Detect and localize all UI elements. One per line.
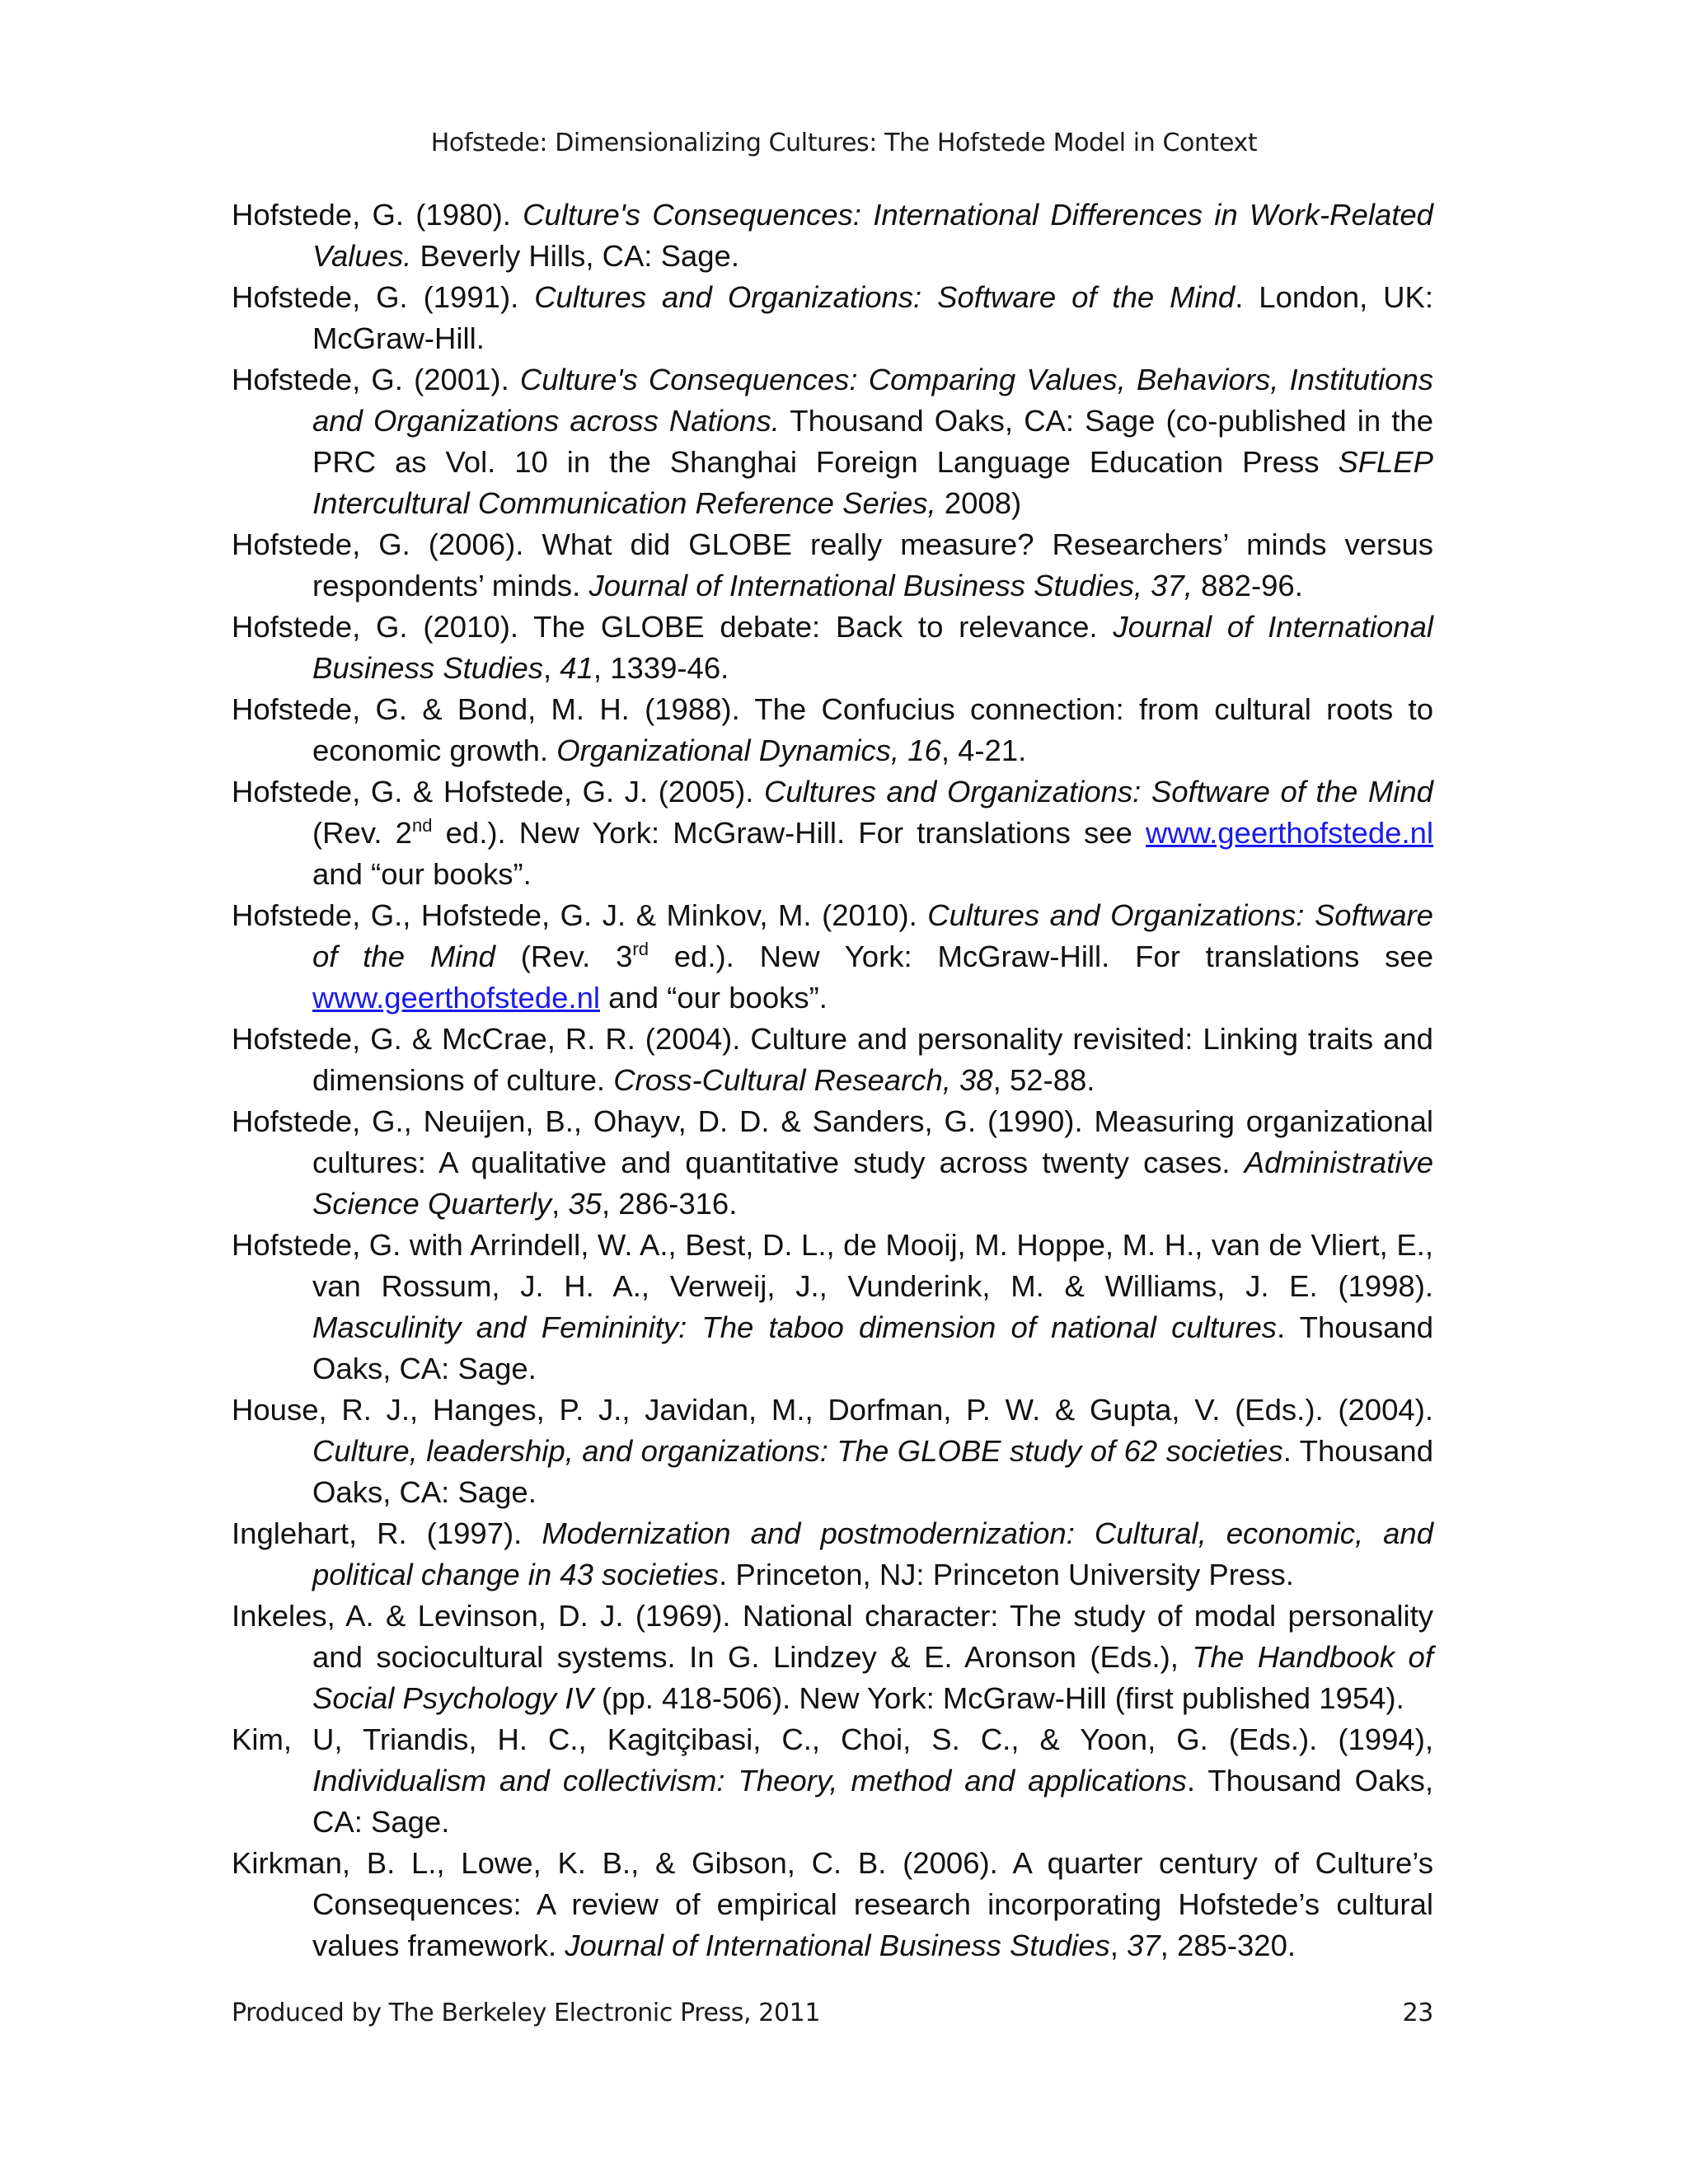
ref-title: Cultures and Organizations: Software of the Mind: [534, 280, 1236, 314]
ref-text: Hofstede, G. & McCrae, R. R. (2004). Culture and personality revisited: Linking traits and dimensions of culture.: [232, 1022, 1433, 1097]
ref-text: . Thousand Oaks, CA: Sage.: [312, 1434, 1433, 1509]
ref-title: Cultures and Organizations: Software of the Mind: [312, 898, 1433, 973]
reference-entry: [232, 277, 1433, 359]
page-number: 23: [1402, 1999, 1433, 2027]
ref-text: (Rev. 3: [495, 940, 633, 973]
geerthofstede-link[interactable]: www.geerthofstede.nl: [1146, 816, 1433, 850]
ref-text: Hofstede, G. (2001).: [232, 363, 520, 396]
ref-title: Culture's Consequences: International Differences in Work-Related Values.: [312, 198, 1433, 273]
ref-volume: 41: [560, 651, 593, 685]
geerthofstede-link[interactable]: www.geerthofstede.nl: [312, 981, 600, 1015]
reference-entry: [232, 771, 1433, 895]
reference-entry: [232, 1101, 1433, 1225]
reference-entry: [232, 895, 1433, 1019]
ref-text: ,: [1109, 1929, 1128, 1962]
ref-text: 882-96.: [1192, 569, 1303, 602]
reference-entry: [232, 1719, 1433, 1843]
ref-text: , 1339-46.: [593, 651, 729, 685]
ref-text: . Thousand Oaks, CA: Sage.: [312, 1310, 1434, 1385]
ref-text: Kim, U, Triandis, H. C., Kagitçibasi, C., Choi, S. C., & Yoon, G. (Eds.). (1994),: [232, 1722, 1433, 1756]
ref-text: Inkeles, A. & Levinson, D. J. (1969). National character: The study of modal personality and sociocultural systems. In G. Lindzey & E. Aronson (Eds.),: [232, 1599, 1433, 1674]
reference-entry: [232, 1019, 1433, 1101]
ref-title: Individualism and collectivism: Theory, method and applications: [312, 1764, 1187, 1797]
ref-text: (Rev. 2: [312, 816, 412, 850]
ordinal-suffix: rd: [632, 939, 649, 959]
ref-series: SFLEP Intercultural Communication Reference Series,: [312, 445, 1433, 520]
ref-journal: Administrative Science Quarterly: [312, 1146, 1433, 1221]
ref-title: Culture, leadership, and organizations: The GLOBE study of 62 societies: [312, 1434, 1283, 1468]
running-header: Hofstede: Dimensionalizing Cultures: The Hofstede Model in Context: [430, 129, 1258, 157]
ref-volume: 37: [1127, 1929, 1160, 1962]
page-footer: [232, 1999, 1433, 2032]
ref-text: . London, UK: McGraw-Hill.: [312, 280, 1433, 355]
ref-journal: Journal of International Business Studies: [565, 1929, 1110, 1962]
ref-text: Thousand Oaks, CA: Sage (co-published in the PRC as Vol. 10 in the Shanghai Foreign Language Education Press: [312, 404, 1433, 479]
ref-text: (pp. 418-506). New York: McGraw-Hill (first published 1954).: [593, 1681, 1404, 1715]
ref-text: ,: [551, 1187, 569, 1221]
reference-entry: [232, 194, 1433, 277]
reference-entry: [232, 1513, 1433, 1596]
ref-title: Culture's Consequences: Comparing Values, Behaviors, Institutions and Organizations across Nations.: [312, 363, 1433, 438]
ref-journal: Cross-Cultural Research, 38: [613, 1063, 993, 1097]
ref-text: 2008): [935, 486, 1022, 520]
ref-text: Hofstede, G. (1991).: [232, 280, 535, 314]
ref-journal: Journal of International Business Studies, 37,: [588, 569, 1193, 602]
ref-text: and “our books”.: [312, 857, 532, 891]
ref-text: , 52-88.: [992, 1063, 1095, 1097]
reference-list: [232, 194, 1433, 1966]
ref-text: , 4-21.: [940, 733, 1027, 767]
ref-text: ed.). New York: McGraw-Hill. For translations see: [432, 816, 1146, 850]
ref-text: , 286-316.: [602, 1187, 738, 1221]
ref-text: . Princeton, NJ: Princeton University Press.: [719, 1558, 1294, 1591]
ref-text: Hofstede, G. with Arrindell, W. A., Best, D. L., de Mooij, M. Hoppe, M. H., van de Vliert, E., van Rossum, J. H. A., Verweij, J., Vunderink, M. & Williams, J. E. (1998).: [232, 1228, 1433, 1303]
ref-text: Hofstede, G. (2010). The GLOBE debate: Back to relevance.: [232, 610, 1114, 644]
ref-text: Hofstede, G., Neuijen, B., Ohayv, D. D. & Sanders, G. (1990). Measuring organizational cultures: A qualitative and quantitative study across twenty cases.: [232, 1104, 1433, 1179]
reference-entry: [232, 689, 1433, 771]
ref-text: Hofstede, G. (2006). What did GLOBE really measure? Researchers’ minds versus respondents’ minds.: [232, 527, 1433, 602]
ref-text: Hofstede, G. & Bond, M. H. (1988). The Confucius connection: from cultural roots to economic growth.: [232, 692, 1433, 767]
ref-text: Hofstede, G. & Hofstede, G. J. (2005).: [232, 775, 764, 808]
reference-entry: [232, 359, 1433, 524]
ref-journal: Journal of International Business Studies: [312, 610, 1433, 685]
ref-text: . Thousand Oaks, CA: Sage.: [312, 1764, 1433, 1839]
ref-text: Hofstede, G., Hofstede, G. J. & Minkov, M. (2010).: [232, 898, 928, 932]
ref-title: Modernization and postmodernization: Cultural, economic, and political change in 43 societies: [312, 1516, 1433, 1591]
footer-producer: Produced by The Berkeley Electronic Press, 2011: [232, 1999, 821, 2027]
ref-text: Beverly Hills, CA: Sage.: [411, 239, 739, 273]
ref-text: House, R. J., Hanges, P. J., Javidan, M., Dorfman, P. W. & Gupta, V. (Eds.). (2004).: [232, 1393, 1433, 1427]
ref-text: ed.). New York: McGraw-Hill. For translations see: [648, 940, 1433, 973]
ref-title: The Handbook of Social Psychology IV: [312, 1640, 1433, 1715]
reference-entry: [232, 1390, 1433, 1513]
ref-volume: 35: [568, 1187, 602, 1221]
reference-entry: [232, 524, 1433, 607]
ordinal-suffix: nd: [411, 815, 433, 836]
ref-text: ,: [543, 651, 560, 685]
reference-entry: [232, 1843, 1433, 1966]
reference-entry: [232, 1596, 1433, 1719]
ref-text: Hofstede, G. (1980).: [232, 198, 523, 232]
reference-entry: [232, 607, 1433, 689]
ref-text: and “our books”.: [599, 981, 828, 1015]
ref-journal: Organizational Dynamics, 16: [556, 733, 941, 767]
ref-text: Inglehart, R. (1997).: [232, 1516, 542, 1550]
ref-text: , 285-320.: [1160, 1929, 1296, 1962]
reference-entry: [232, 1225, 1433, 1390]
ref-title: Cultures and Organizations: Software of the Mind: [764, 775, 1433, 808]
ref-text: Kirkman, B. L., Lowe, K. B., & Gibson, C. B. (2006). A quarter century of Culture’s Consequences: A review of empirical research incorporating Hofstede’s cultural values framework.: [232, 1846, 1433, 1962]
ref-title: Masculinity and Femininity: The taboo dimension of national cultures: [312, 1310, 1277, 1344]
